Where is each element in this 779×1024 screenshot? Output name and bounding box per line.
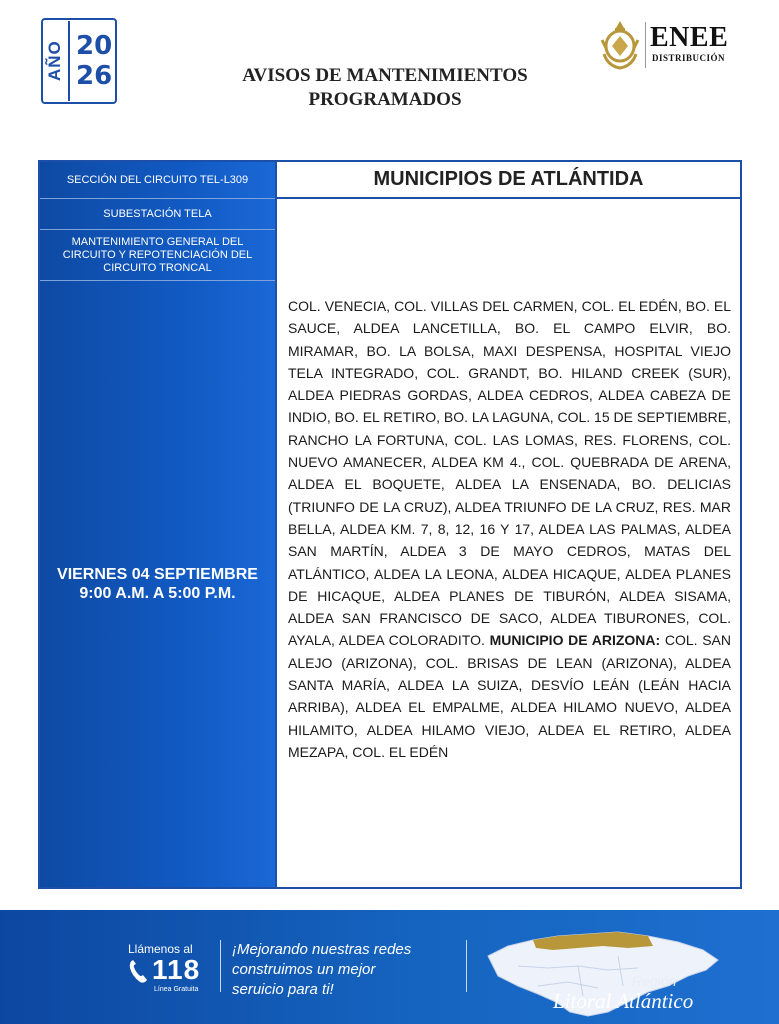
year-top: 20 [76, 31, 113, 61]
localities-list [288, 295, 731, 763]
year-bottom: 26 [76, 61, 113, 91]
slogan-line-2: construimos un mejor [232, 961, 376, 978]
logo-divider [645, 22, 646, 68]
call-center [128, 942, 213, 992]
call-number: 118 [152, 954, 201, 985]
localities-arizona: COL. SAN ALEJO (ARIZONA), COL. BRISAS DE LEAN (ARIZONA), ALDEA SANTA MARÍA, ALDEA LA SUIZA, DESVÍO LEÁN (LEÁN HACIA ARRIBA), ALDEA EL EMPALME, ALDEA HILAMO NUEVO, ALDEA HILAMITO, ALDEA HILAMO VIEJO, ALDEA EL RETIRO, ALDEA MEZAPA, COL. EL EDÉN [288, 632, 731, 760]
title-line-2: PROGRAMADOS [308, 89, 462, 110]
brand-subtitle: DISTRIBUCIÓN [652, 53, 726, 63]
footer-banner [0, 910, 779, 1024]
municipality-header: MUNICIPIOS DE ATLÁNTIDA [275, 162, 740, 199]
substation: SUBESTACIÓN TELA [40, 199, 275, 230]
circuit-section: SECCIÓN DEL CIRCUITO TEL-L309 [40, 162, 275, 199]
notice-table [38, 160, 742, 889]
region-label: Región [632, 973, 677, 989]
title-line-1: AVISOS DE MANTENIMIENTOS [242, 65, 528, 86]
year-badge [41, 18, 117, 104]
footer-divider-2 [466, 940, 467, 992]
call-subtitle: Línea Gratuita [154, 986, 199, 993]
brand-name: ENEE [650, 22, 729, 53]
schedule [40, 281, 275, 887]
localities-cell [275, 199, 740, 887]
slogan [232, 940, 462, 1000]
year-digits [70, 31, 112, 91]
municipality-arizona: MUNICIPIO DE ARIZONA: [489, 632, 661, 649]
emblem-icon [598, 18, 642, 72]
page-title [170, 64, 600, 112]
region-name: Litoral Atlántico [553, 989, 694, 1013]
schedule-date: VIERNES 04 SEPTIEMBRE [57, 566, 258, 583]
slogan-line-3: seruicio para ti! [232, 981, 334, 998]
phone-icon [128, 958, 150, 984]
enee-logo [598, 18, 748, 74]
maintenance-description: MANTENIMIENTO GENERAL DEL CIRCUITO Y REPOTENCIACIÓN DEL CIRCUITO TRONCAL [40, 230, 275, 281]
localities-atlantida: COL. VENECIA, COL. VILLAS DEL CARMEN, COL. EL EDÉN, BO. EL SAUCE, ALDEA LANCETILLA, BO. EL CAMPO ELVIR, BO. MIRAMAR, BO. LA BOLSA, MAXI DESPENSA, HOSPITAL VIEJO TELA INTEGRADO, COL. GRANDT, BO. HILAND CREEK (SUR), ALDEA PIEDRAS GORDAS, ALDEA CEDROS, ALDEA CABEZA DE INDIO, BO. EL RETIRO, BO. LA LAGUNA, COL. 15 DE SEPTIEMBRE, RANCHO LA FORTUNA, COL. LAS LOMAS, RES. FLORENS, COL. NUEVO AMANECER, ALDEA KM 4., COL. QUEBRADA DE ARENA, ALDEA EL BOQUETE, ALDEA LA ENSENADA, BO. DELICIAS (TRIUNFO DE LA CRUZ), ALDEA TRIUNFO DE LA CRUZ, RES. MAR BELLA, ALDEA KM. 7, 8, 12, 16 Y 17, ALDEA LAS PALMAS, ALDEA SAN MARTÍN, ALDEA 3 DE MAYO CEDROS, MATAS DEL ATLÁNTICO, ALDEA LA LEONA, ALDEA HICAQUE, ALDEA PLANES DE HICAQUE, ALDEA PLANES DE TIBURÓN, ALDEA SISAMA, ALDEA SAN FRANCISCO DE SACO, ALDEA TIBURONES, COL. AYALA, ALDEA COLORADITO. [288, 298, 731, 649]
call-label: Llámenos al [128, 942, 193, 956]
footer-divider-1 [220, 940, 221, 992]
year-label: AÑO [43, 21, 70, 101]
schedule-time: 9:00 A.M. A 5:00 P.M. [79, 585, 236, 602]
slogan-line-1: ¡Mejorando nuestras redes [232, 941, 412, 958]
notice-info-column [40, 162, 275, 887]
